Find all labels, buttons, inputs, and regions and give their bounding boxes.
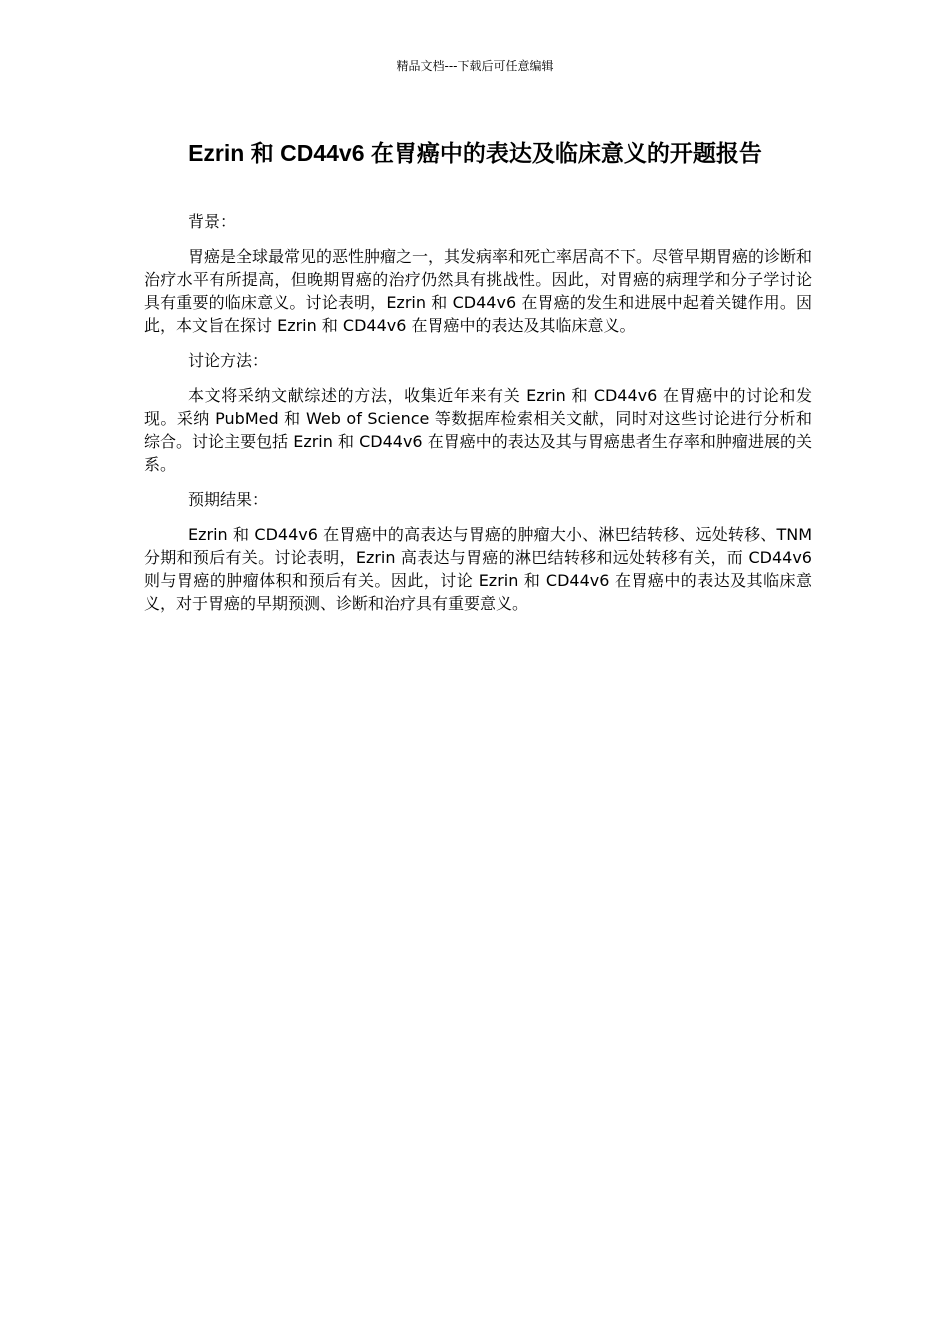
document-title: Ezrin 和 CD44v6 在胃癌中的表达及临床意义的开题报告 [188, 140, 762, 166]
section-background [144, 210, 812, 337]
section-heading-expected-results: 预期结果： [188, 490, 269, 509]
section-expected-results [144, 488, 812, 615]
document-body [144, 210, 812, 627]
section-heading-background: 背景： [188, 212, 237, 231]
section-paragraph-expected-results: Ezrin 和 CD44v6 在胃癌中的高表达与胃癌的肿瘤大小、淋巴结转移、远处转移、TNM 分期和预后有关。讨论表明，Ezrin 高表达与胃癌的淋巴结转移和远处转移有关，而 CD44v6 则与胃癌的肿瘤体积和预后有关。因此，讨论 Ezrin 和 CD44v6 在胃癌中的表达及其临床意义，对于胃癌的早期预测、诊断和治疗具有重要意义。 [144, 525, 812, 613]
page-header: 精品文档---下载后可任意编辑 [396, 59, 554, 73]
section-paragraph-methods: 本文将采纳文献综述的方法，收集近年来有关 Ezrin 和 CD44v6 在胃癌中的讨论和发现。采纳 PubMed 和 Web of Science 等数据库检索相关文献，同时对这些讨论进行分析和综合。讨论主要包括 Ezrin 和 CD44v6 在胃癌中的表达及其与胃癌患者生存率和肿瘤进展的关系。 [144, 386, 812, 474]
section-paragraph-background: 胃癌是全球最常见的恶性肿瘤之一，其发病率和死亡率居高不下。尽管早期胃癌的诊断和治疗水平有所提高，但晚期胃癌的治疗仍然具有挑战性。因此，对胃癌的病理学和分子学讨论具有重要的临床意义。讨论表明，Ezrin 和 CD44v6 在胃癌的发生和进展中起着关键作用。因此，本文旨在探讨 Ezrin 和 CD44v6 在胃癌中的表达及其临床意义。 [144, 247, 813, 335]
section-methods [144, 349, 812, 476]
section-heading-methods: 讨论方法： [188, 351, 269, 370]
